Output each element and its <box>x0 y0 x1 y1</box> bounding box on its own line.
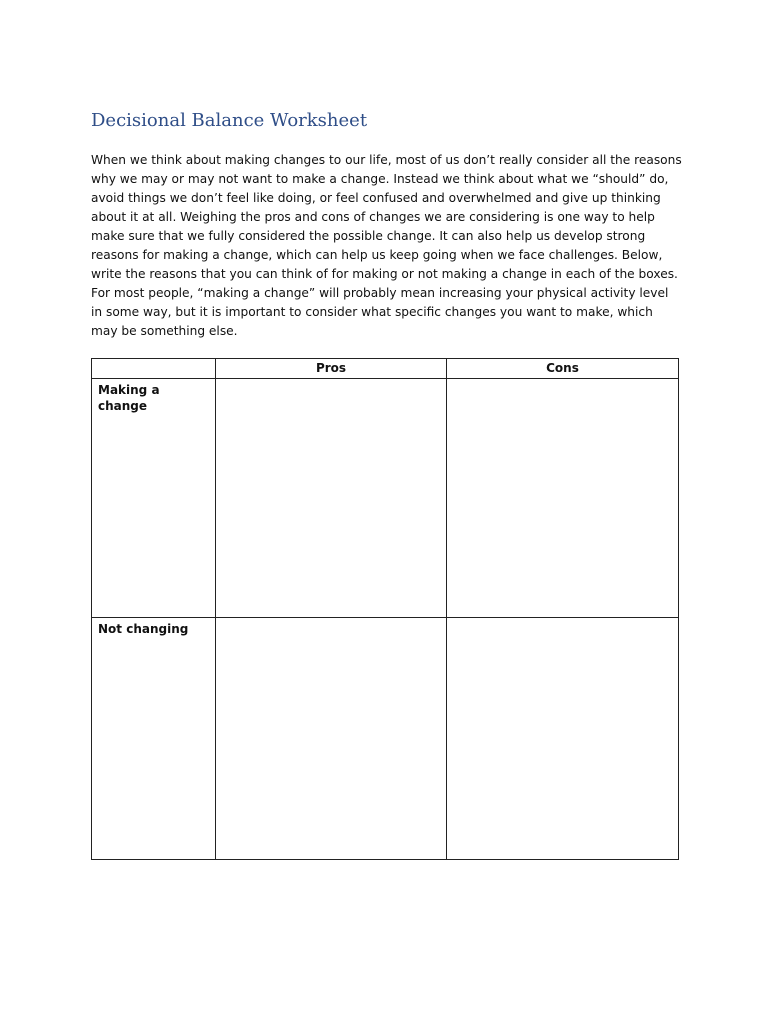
column-header-cons: Cons <box>447 359 679 379</box>
table-row-not-changing <box>92 618 679 860</box>
decisional-balance-table <box>91 358 679 860</box>
table-header-row <box>92 359 679 379</box>
cons-not-changing-box[interactable] <box>447 618 679 860</box>
intro-paragraph: When we think about making changes to our life, most of us don’t really consider all the reasons why we may or may not want to make a change. Instead we think about what we “should” do, avoid things we don’t feel like doing, or feel confused and overwhelmed and give up thinking about it at all. Weighing the pros and cons of changes we are considering is one way to help make sure that we fully considered the possible change. It can also help us develop strong reasons for making a change, which can help us keep going when we face challenges. Below, write the reasons that you can think of for making or not making a change in each of the boxes. For most people, “making a change” will probably mean increasing your physical activity level in some way, but it is important to consider what specific changes you want to make, which may be something else. <box>91 153 682 338</box>
row-label-making-a-change: Making a change <box>92 379 216 618</box>
row-label-not-changing: Not changing <box>92 618 216 860</box>
worksheet-title: Decisional Balance Worksheet <box>91 110 368 131</box>
table-row-making-a-change <box>92 379 679 618</box>
corner-cell <box>92 359 216 379</box>
pros-making-a-change-box[interactable] <box>216 379 447 618</box>
column-header-pros: Pros <box>216 359 447 379</box>
pros-not-changing-box[interactable] <box>216 618 447 860</box>
cons-making-a-change-box[interactable] <box>447 379 679 618</box>
